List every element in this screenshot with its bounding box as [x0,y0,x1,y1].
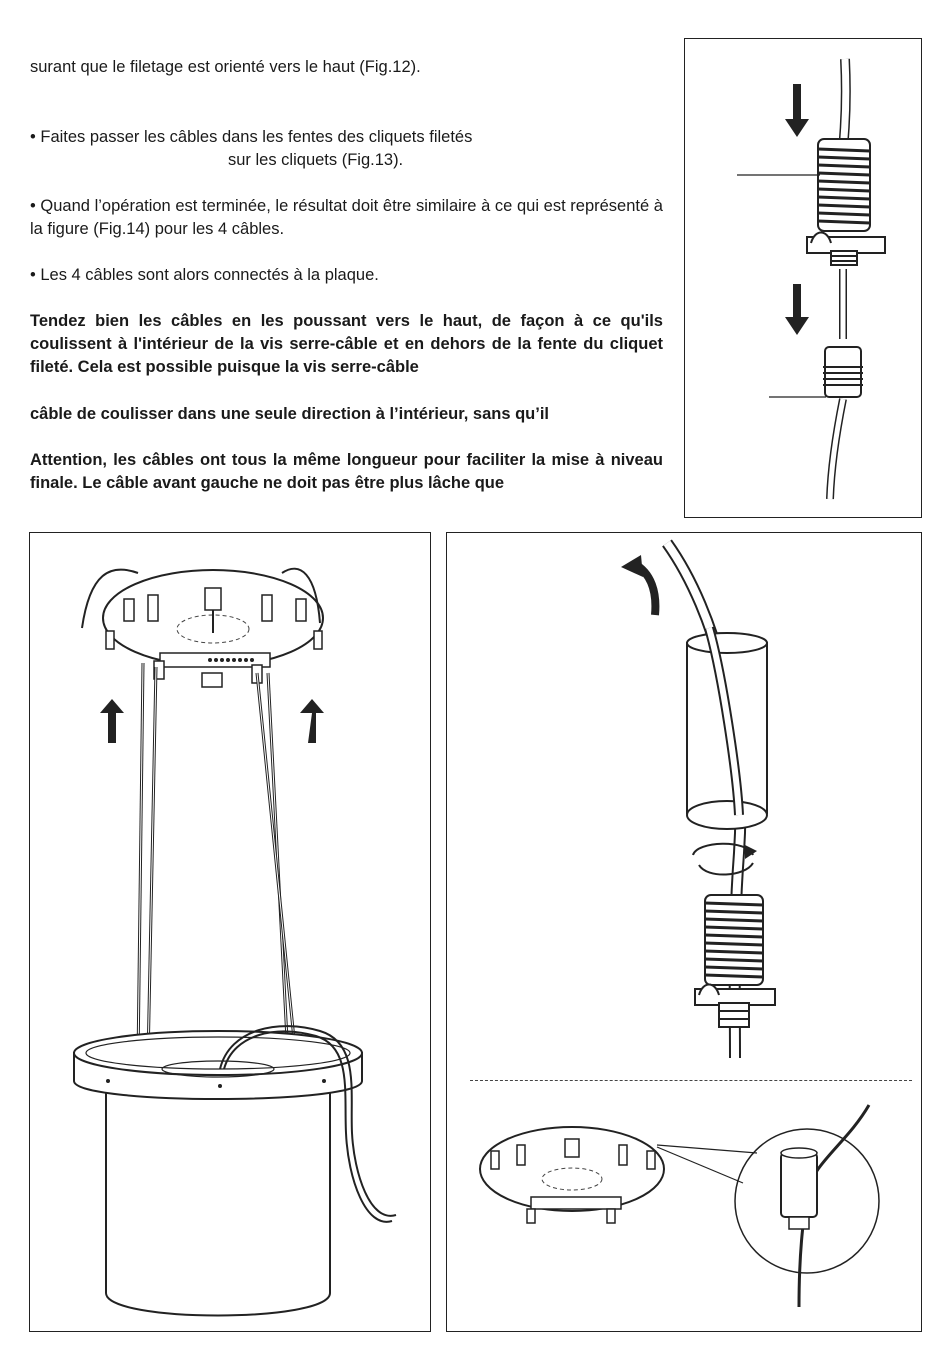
figure-plate-lift-over-housing [29,532,431,1332]
plate-housing-illustration [30,533,432,1333]
figure-divider [470,1080,912,1081]
paragraph-3: • Quand l’opération est terminée, le résultat doit être similaire à ce qui est représenté à la figure (Fig.14) pour les 4 câbles. [30,197,663,238]
paragraph-6-bold: câble de coulisser dans une seule direction à l’intérieur, sans qu’il [30,405,550,423]
paragraph-5-bold: Tendez bien les câbles en les poussant vers le haut, de façon à ce qu'ils coulissent à l'intérieur de la vis serre-câble et en dehors de la fente du cliquet fileté. Cela est possible puisque la vis serre-câble [30,312,663,376]
paragraph-2-line-2: sur les cliquets (Fig.13). [228,151,404,169]
paragraph-1: surant que le filetage est orienté vers le haut (Fig.12). [30,58,421,76]
cable-grip-illustration [685,39,923,519]
paragraph-4: • Les 4 câbles sont alors connectés à la plaque. [30,266,379,284]
figure-cable-grip-assembly [684,38,922,518]
paragraph-2-line-1: • Faites passer les câbles dans les fentes des cliquets filetés [30,128,473,146]
screw-detail-illustration [447,533,923,1333]
paragraph-7-bold: Attention, les câbles ont tous la même longueur pour faciliter la mise à niveau finale. Le câble avant gauche ne doit pas être plus lâche que [30,451,663,492]
figure-cable-grip-screw-detail [446,532,922,1332]
